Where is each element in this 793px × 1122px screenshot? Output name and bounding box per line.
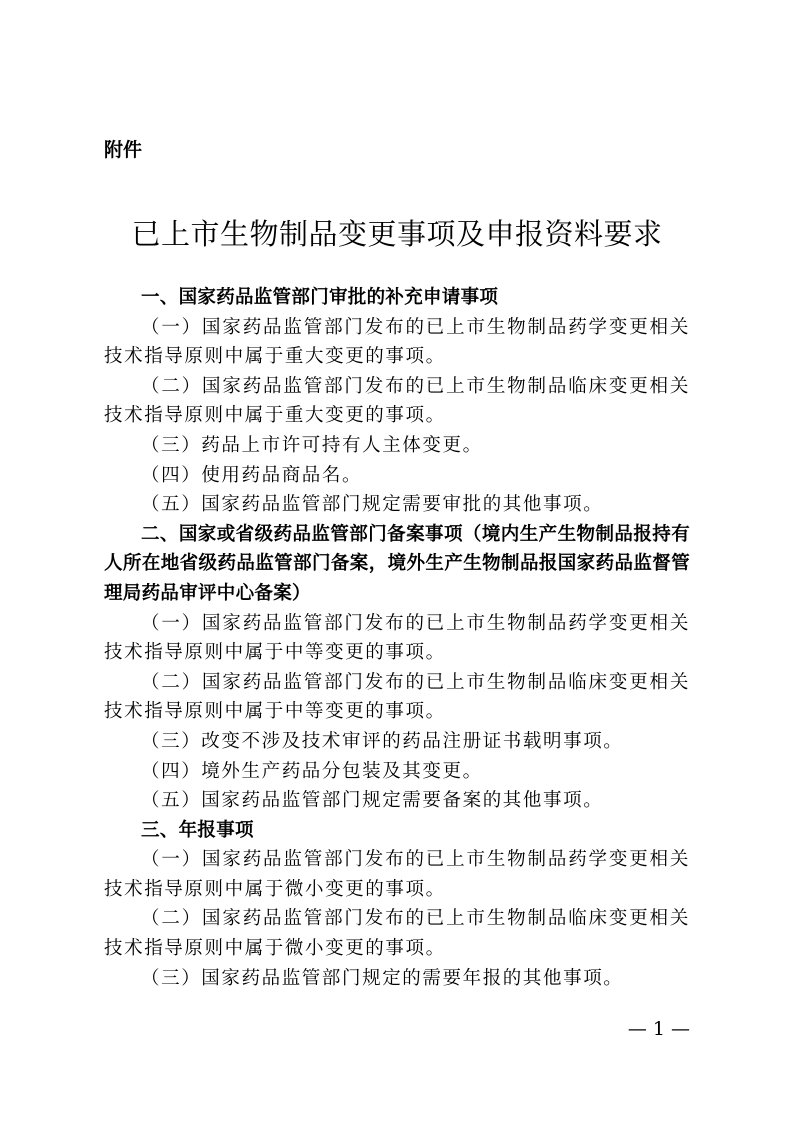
section-heading: 三、年报事项 bbox=[141, 819, 254, 841]
section-item: （二）国家药品监管部门发布的已上市生物制品临床变更相关技术指导原则中属于微小变更的事项。 bbox=[104, 908, 690, 960]
section-item: （三）药品上市许可持有人主体变更。 bbox=[141, 434, 483, 456]
section-item: （四）使用药品商品名。 bbox=[141, 464, 363, 486]
attachment-label: 附件 bbox=[104, 139, 143, 161]
document-page bbox=[104, 0, 690, 1122]
section-item: （五）国家药品监管部门规定需要备案的其他事项。 bbox=[141, 790, 604, 812]
section-item: （五）国家药品监管部门规定需要审批的其他事项。 bbox=[141, 494, 604, 516]
section-item: （一）国家药品监管部门发布的已上市生物制品药学变更相关技术指导原则中属于中等变更的事项。 bbox=[104, 612, 690, 664]
page-number: — 1 — bbox=[627, 1018, 690, 1040]
section-item: （三）改变不涉及技术审评的药品注册证书载明事项。 bbox=[141, 730, 624, 752]
document-body bbox=[104, 283, 690, 993]
section-item: （一）国家药品监管部门发布的已上市生物制品药学变更相关技术指导原则中属于微小变更的事项。 bbox=[104, 849, 690, 900]
section-heading: 二、国家或省级药品监管部门备案事项（境内生产生物制品报持有人所在地省级药品监管部门备案，境外生产生物制品报国家药品监督管理局药品审评中心备案） bbox=[104, 523, 690, 604]
section-item: （四）境外生产药品分包装及其变更。 bbox=[141, 760, 483, 782]
section-item: （三）国家药品监管部门规定的需要年报的其他事项。 bbox=[141, 967, 624, 989]
section-item: （二）国家药品监管部门发布的已上市生物制品临床变更相关技术指导原则中属于重大变更的事项。 bbox=[104, 375, 690, 427]
section-item: （二）国家药品监管部门发布的已上市生物制品临床变更相关技术指导原则中属于中等变更的事项。 bbox=[104, 671, 690, 723]
document-title: 已上市生物制品变更事项及申报资料要求 bbox=[131, 217, 663, 251]
section-heading: 一、国家药品监管部门审批的补充申请事项 bbox=[141, 287, 499, 308]
section-item: （一）国家药品监管部门发布的已上市生物制品药学变更相关技术指导原则中属于重大变更的事项。 bbox=[104, 316, 690, 368]
